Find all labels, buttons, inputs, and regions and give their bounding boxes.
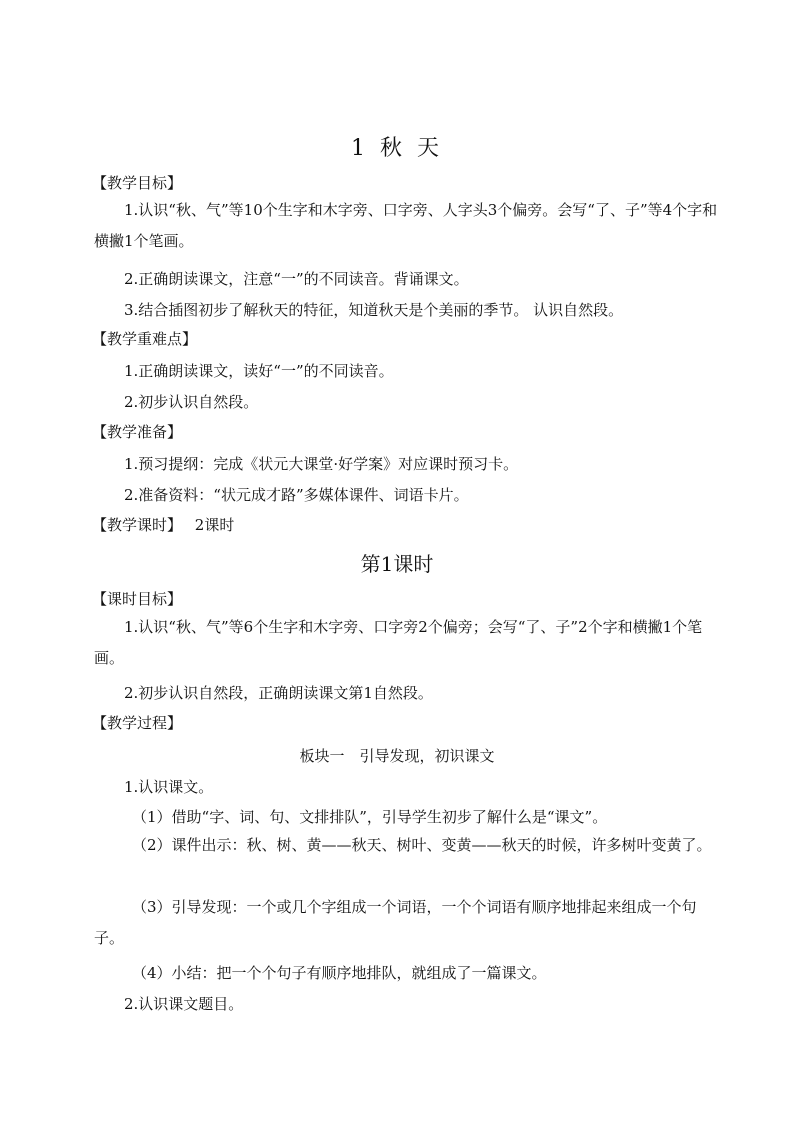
lesson-title: 第1课时 [360,552,434,576]
class-hours-value: 2课时 [194,516,235,534]
step-1-item-3: （3）引导发现：一个或几个字组成一个词语，一个个词语有顺序地排起来组成一个句子。 [94,898,697,947]
step-1-item-4: （4）小结：把一个个句子有顺序地排队，就组成了一篇课文。 [132,964,547,982]
preparation-heading: 【教学准备】 [92,423,183,441]
block-title: 板块一 引导发现，初识课文 [299,747,495,765]
teaching-process-heading: 【教学过程】 [92,714,183,732]
step-1-item-2: （2）课件出示：秋、树、黄——秋天、树叶、变黄——秋天的时候，许多树叶变黄了。 [132,836,712,854]
lesson-goal-1: 1.认识“秋、气”等6个生字和木字旁、口字旁2个偏旁；会写“了、子”2个字和横撇1个笔画。 [94,618,703,667]
key-point-2: 2.初步认识自然段。 [124,393,259,411]
teaching-goals-heading: 【教学目标】 [92,174,183,192]
lesson-goal-2: 2.初步认识自然段，正确朗读课文第1自然段。 [124,684,433,702]
teaching-goal-3: 3.结合插图初步了解秋天的特征，知道秋天是个美丽的季节。 认识自然段。 [124,301,624,319]
lesson-goals-heading: 【课时目标】 [92,590,183,608]
step-2: 2.认识课文题目。 [124,995,244,1013]
key-point-1: 1.正确朗读课文，读好“一”的不同读音。 [124,362,394,380]
step-1: 1.认识课文。 [124,778,214,796]
class-hours-row [92,514,234,535]
teaching-goal-2: 2.正确朗读课文，注意“一”的不同读音。背诵课文。 [124,270,469,288]
class-hours-heading: 【教学课时】 [92,516,183,534]
key-difficulty-heading: 【教学重难点】 [92,330,198,348]
teaching-goal-1: 1.认识“秋、气”等10个生字和木字旁、口字旁、人字头3个偏旁。会写“了、子”等4个字和横撇1个笔画。 [94,201,718,250]
preparation-2: 2.准备资料：“状元成才路”多媒体课件、词语卡片。 [124,486,469,504]
preparation-1: 1.预习提纲：完成《状元大课堂·好学案》对应课时预习卡。 [124,455,519,473]
page-title: 1 秋 天 [351,136,443,161]
step-1-item-1: （1）借助“字、词、句、文排排队”，引导学生初步了解什么是“课文”。 [132,808,608,826]
